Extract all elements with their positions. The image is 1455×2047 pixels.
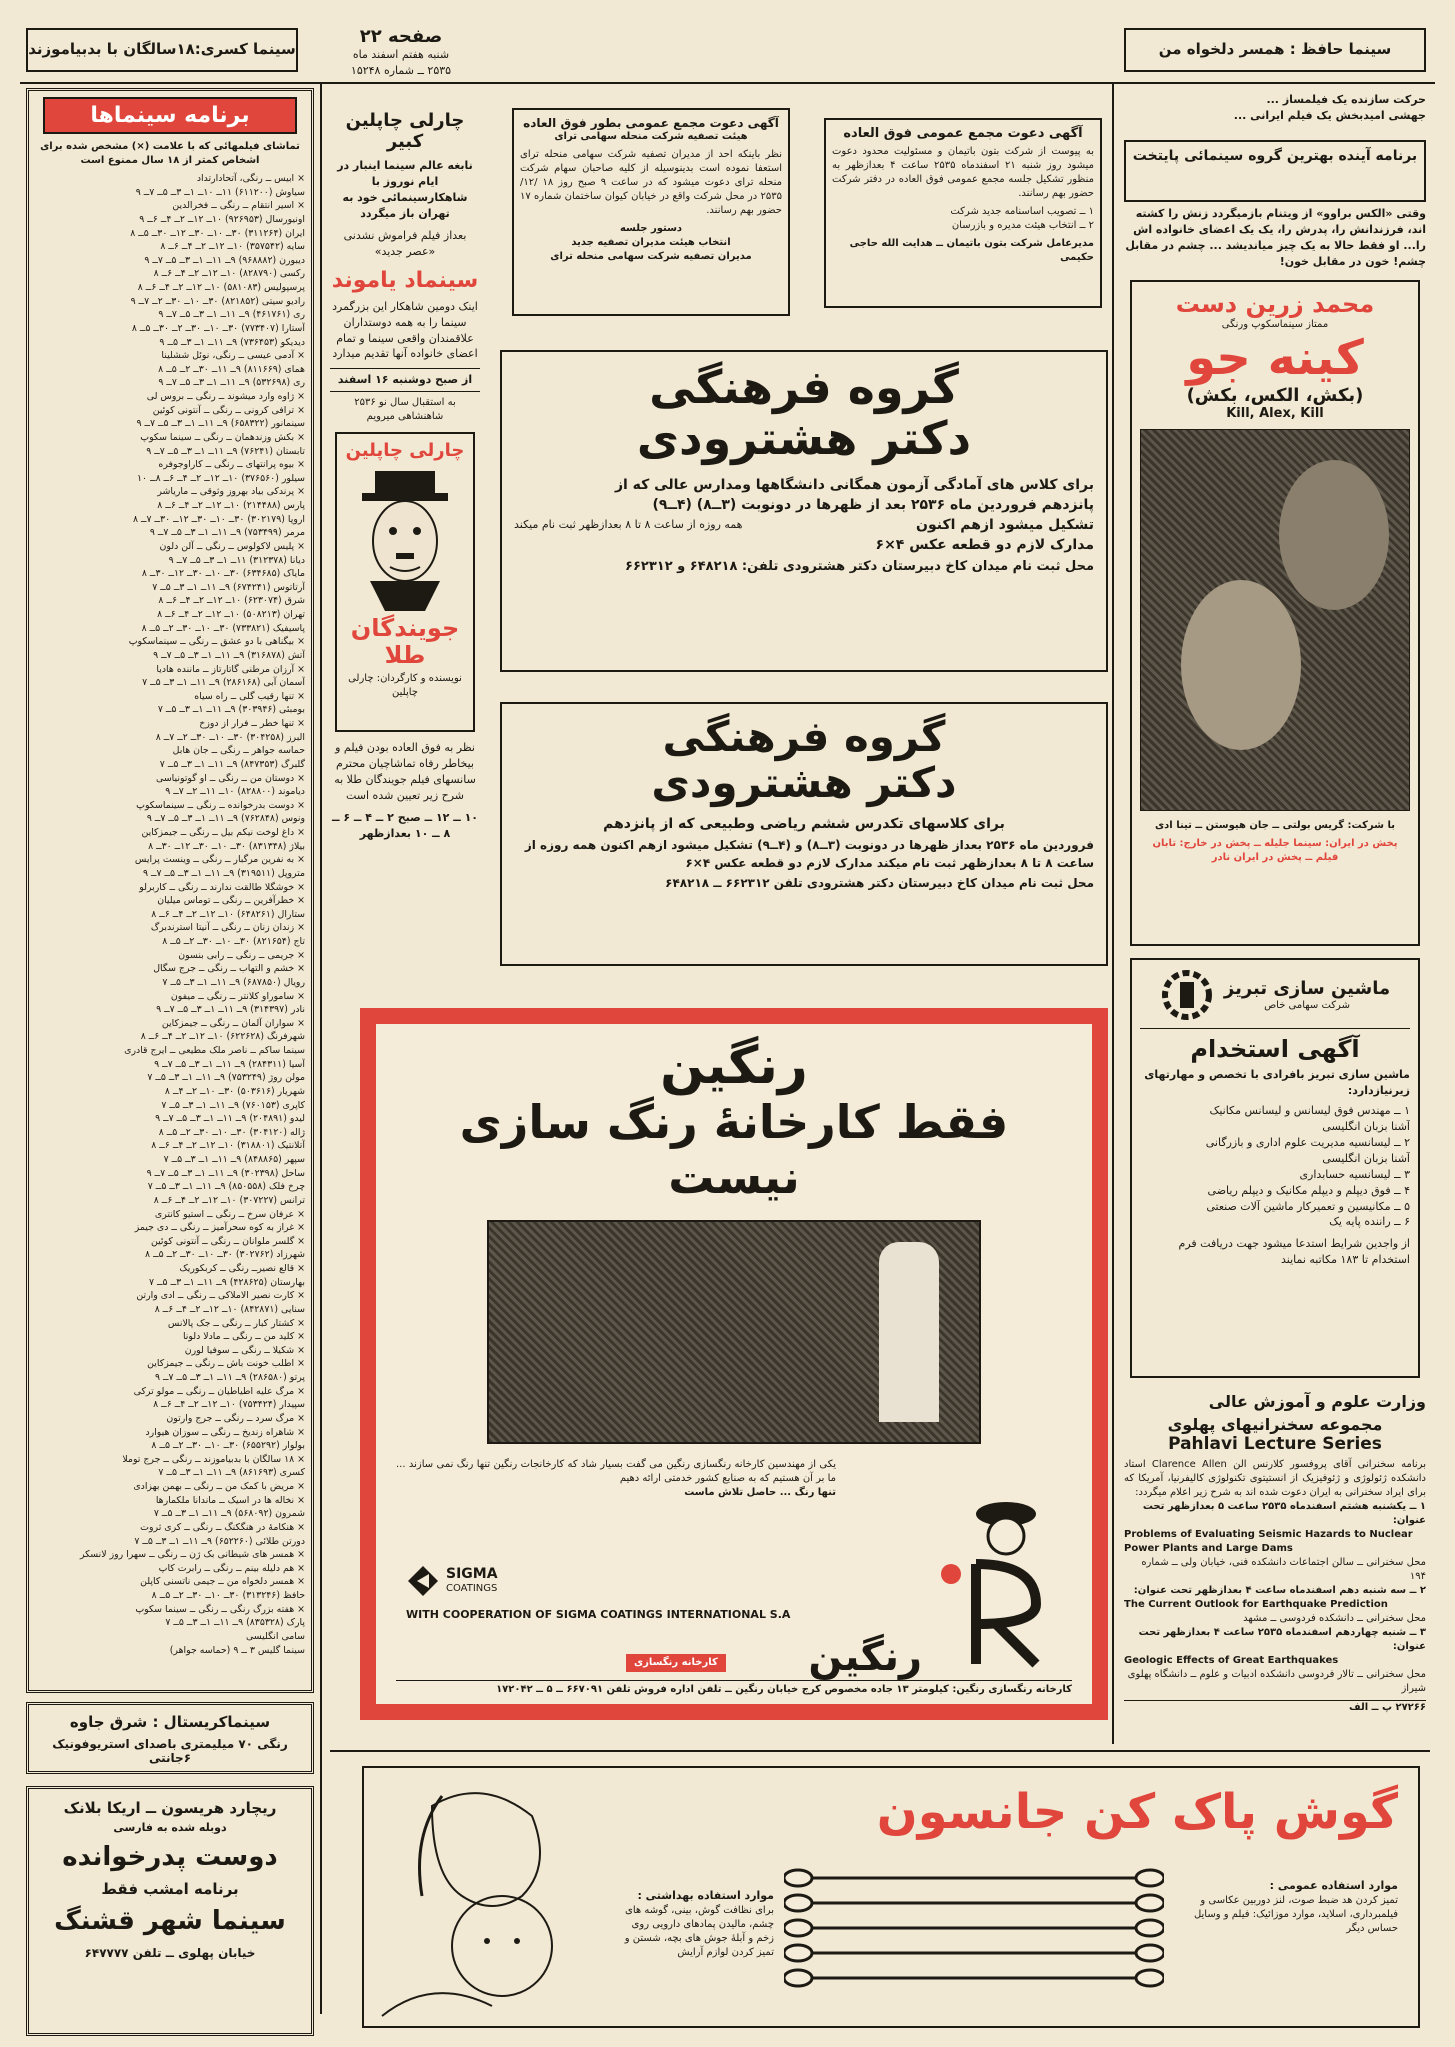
cinema-listing-item: × داغ لوخت نیکم بیل ــ رنگی ــ جیمزکاین xyxy=(141,827,305,838)
cinema-listing-item: × تنها رقیب گلی ــ راه سیاه xyxy=(194,690,305,702)
cinema-listing-item: نادر (۳۱۴۳۹۷) ۹ــ ۱۱ــ ۱ــ ۳ــ ۵ــ ۷ــ ۹ xyxy=(156,1004,305,1016)
poster-film: جویندگان طلا xyxy=(350,614,460,669)
cinema-listing-item: × خوشگلا طالقت ندارند ــ رنگی ــ کاربرلو xyxy=(139,881,305,893)
cinema-listing-item: پاسیفیک (۷۳۳۸۲۱) ۳۰ــ ۱۰ــ ۳۰ــ ۲ــ ۵ــ ۸ xyxy=(141,622,305,634)
cinema-listing-item: سینما گلیس ۳ ــ ۹ (حماسه جواهر) xyxy=(169,1644,305,1656)
notice-beton-title: آگهی دعوت مجمع عمومی فوق العاده xyxy=(843,126,1083,141)
actor-face-1 xyxy=(1279,460,1389,610)
cinema-listing-item: تابستان (۷۶۲۴۱) ۹ــ ۱۱ــ ۱ــ ۳ــ ۵ــ ۷ــ ۹ xyxy=(146,445,305,457)
kinehjoo-photo xyxy=(1140,429,1410,811)
cinema-listing-item: چرخ فلک (۸۵۰۵۵۸) ۹ــ ۱۱ــ ۱ــ ۳ــ ۵ــ ۷ xyxy=(147,1181,305,1193)
employment-footer: از واجدین شرایط استدعا میشود جهت دریافت فرم استخدام تا ۱۸۳ مکاتبه نمایند xyxy=(1178,1237,1410,1267)
cinema-listing-item: بیلاژ (۸۳۱۳۴۸) ۳۰ــ ۱۰ــ ۳۰ــ ۱۲ــ ۳۰ــ ۸ xyxy=(148,840,305,852)
cinema-listing-item: شمرون (۵۶۸۰۹۲) ۹ــ ۱۱ــ ۱ــ ۳ــ ۵ــ ۷ xyxy=(153,1508,305,1520)
cinema-listing-item: × غراز به کوه سحرآمیز ــ رنگی ــ دی جیمز xyxy=(134,1222,305,1234)
godfather-ad-line2: دوبله شده به فارسی xyxy=(113,1821,227,1834)
chaplin-headline: چارلی چاپلین کبیر xyxy=(345,110,465,152)
lecture-code: ۲۷۲۶۶ پ ــ الف xyxy=(1124,1700,1426,1715)
crystal-ad-title: سینماکریستال : شرق جاوه xyxy=(69,1713,271,1731)
lecture-talk3-place: محل سخنرانی ــ تالار فردوسی دانشکده ادبیات و علوم ــ دانشگاه پهلوی شیراز xyxy=(1127,1669,1426,1694)
godfather-ad-line4: برنامه امشب فقط xyxy=(101,1880,239,1898)
cinema-listing-item: × بیوه پرانتهای ــ رنگی ــ کاراوجوفره xyxy=(158,459,305,471)
cinema-listing-item: دیاموند (۸۲۸۸۰۰) ۱۰ــ ۱۱ــ ۲ــ ۷ــ ۹ xyxy=(165,786,305,798)
lecture-talk1-fa: ۱ ــ یکشنبه هشتم اسفندماه ۲۵۳۵ ساعت ۵ بعدازظهر تحت عنوان: xyxy=(1142,1501,1426,1526)
ranguin-logo-sub: کارخانه رنگسازی xyxy=(626,1654,726,1672)
sigma-icon xyxy=(406,1564,440,1598)
class1-line3b: همه روزه از ساعت ۸ تا ۸ بعدازظهر ثبت نام میکند xyxy=(514,518,743,532)
general-title: موارد استفاده عمومی : xyxy=(1269,1879,1398,1892)
hashtroudi-ad-1 xyxy=(500,350,1108,672)
lecture-talk3-fa: ۳ ــ شنبه چهاردهم اسفندماه ۲۵۳۵ ساعت ۴ بعدازظهر تحت عنوان: xyxy=(1138,1627,1426,1652)
worker-figure xyxy=(879,1242,939,1422)
programs-title: برنامه سینماها xyxy=(43,97,297,134)
cinema-listing-item: × مریض با کمک من ــ رنگی ــ بهمن بهزادی xyxy=(133,1481,305,1492)
actor-face-2 xyxy=(1181,580,1301,750)
cinema-listing-item: لیدو (۲۰۴۸۹۱) ۹ــ ۱۱ــ ۱ــ ۳ــ ۵ــ ۷ــ ۹ xyxy=(155,1113,305,1125)
pahlavi-lecture-ad xyxy=(1124,1392,1426,1742)
employment-item: ۴ ــ فوق دیپلم و دیپلم مکانیک و دیپلم ریاضی xyxy=(1207,1183,1410,1197)
notice-tray-title: آگهی دعوت مجمع عمومی بطور فوق العاده xyxy=(523,116,779,130)
cinema-listing-item: × ژاوه وارد میشوند ــ رنگی ــ بروس لی xyxy=(146,391,305,402)
cinema-listing-item: اونیورسال (۹۲۶۹۵۳) ۱۰ــ ۱۲ــ ۲ــ ۴ــ ۶ــ ۹ xyxy=(139,213,305,225)
employment-intro: ماشین سازی تبریز بافرادی با تخصص و مهارتهای زیرنیازدارد: xyxy=(1144,1068,1410,1097)
employment-items xyxy=(1140,1103,1410,1231)
notice-tray-agenda: انتخاب هیئت مدیران تصفیه جدید xyxy=(571,237,731,248)
cinema-listing-item: سامی انگلیسی xyxy=(245,1630,305,1642)
sigma-logo xyxy=(406,1564,498,1598)
cinema-listing-item: × مرگ علیه اطیاطیان ــ رنگی ــ مولو ترکی xyxy=(133,1385,305,1397)
cinema-listing-item: البرز (۳۰۴۲۵۸) ۳۰ــ ۱۰ــ ۳۰ــ ۲ــ ۷ــ ۸ xyxy=(155,731,305,743)
johnson-headline: گوش پاک کن جانسون xyxy=(876,1784,1398,1840)
gear-logo-icon xyxy=(1160,968,1214,1022)
class1-title2: دکتر هشترودی xyxy=(636,410,972,465)
lecture-ministry: وزارت علوم و آموزش عالی xyxy=(1208,1392,1426,1411)
ranguin-address: کارخانه رنگسازی رنگین: کیلومتر ۱۳ جاده مخصوص کرج خیابان رنگین ــ تلفن اداره فروش تلفن ۶۶۷۰۹۱ ــ ۵ ــ ۱۷۲۰۴۲ xyxy=(396,1680,1072,1697)
cinema-listing-item: پارک (۸۳۵۳۲۸) ۹ــ ۱۱ــ ۱ــ ۳ــ ۵ــ ۷ xyxy=(165,1617,305,1629)
cinema-listing-item: × کلید من ــ رنگی ــ مادلا دلونا xyxy=(182,1331,305,1343)
godfather-ad-address: خیابان پهلوی ــ تلفن ۶۴۷۷۷۷ xyxy=(84,1946,256,1960)
hafez-line1: حرکت سازنده یک فیلمساز ... xyxy=(1266,93,1426,106)
ranguin-caption: یکی از مهندسین کارخانه رنگسازی رنگین می گفت بسیار شاد که کارخانجات رنگین تنها رنگ نمی سازند ... ما بر آن هستیم که به صنایع کشور خدمتی ارائه دهیم xyxy=(396,1458,836,1484)
cinema-listing-item: آسیا (۲۸۴۳۱۱) ۹ــ ۱۱ــ ۱ــ ۳ــ ۵ــ ۷ــ ۹ xyxy=(154,1058,305,1070)
cinema-listing-item: × تنها خطر ــ فرار از دوزخ xyxy=(199,718,305,729)
cinema-listing-item: × پرندکی بیاد بهروز وثوقی ــ ماریاشر xyxy=(157,486,305,498)
cinema-listing-item: × بیگناهی با دو عشق ــ رنگی ــ سینماسکوپ xyxy=(128,636,305,648)
hashtroudi-ad-2 xyxy=(500,702,1108,966)
right-banner: سینما حافظ : همسر دلخواه من xyxy=(1124,28,1426,72)
johnson-general xyxy=(1178,1878,1398,1936)
notice-beton-agenda2: ۲ ــ انتخاب هیئت مدیره و بازرسان xyxy=(951,220,1094,231)
class1-line4: مدارک لازم دو قطعه عکس ۴×۶ xyxy=(875,537,1094,554)
cinema-listing-item: × خطرآفرین ــ رنگی ــ توماس میلیان xyxy=(157,895,305,907)
notice-beton-agenda1: ۱ ــ تصویب اساسنامه جدید شرکت xyxy=(950,206,1094,217)
film-title-paren: (بکش، الکس، بکش) xyxy=(1186,384,1364,406)
cinema-listing-item: × جریمی ــ رنگی ــ رابی بنسون xyxy=(178,949,305,961)
cinema-listing-item: سنایی (۸۴۲۸۷۱) ۱۰ــ ۱۲ــ ۲ــ ۴ــ ۶ــ ۸ xyxy=(154,1303,305,1315)
cinema-listing-item: × ابیس ــ رنگی، آتحادارتداد xyxy=(196,173,305,184)
cinema-listing-item: سینمانور (۶۵۸۳۲۲) ۹ــ ۱۱ــ ۱ــ ۳ــ ۵ــ ۷ــ ۹ xyxy=(136,418,305,430)
cinema-listing-item: گلبرگ (۸۴۷۳۵۳) ۹ــ ۱۱ــ ۱ــ ۳ــ ۵ــ ۷ xyxy=(159,758,305,770)
cinema-listing-item: شهریار (۵۰۳۶۱۶) ۳۰ــ ۱۰ــ ۲ــ ۴ــ ۸ xyxy=(164,1085,305,1097)
cinema-listing-item: ستارال (۶۴۸۲۶۱) ۱۰ــ ۱۲ــ ۲ــ ۴ــ ۶ــ ۸ xyxy=(151,908,305,920)
employment-item: ۱ ــ مهندس فوق لیسانس و لیسانس مکانیک xyxy=(1209,1103,1410,1117)
cinema-listing-item: دورتن طلائی (۶۵۲۲۶۰) ۹ــ ۱۱ــ ۱ــ ۳ــ ۵ــ ۷ xyxy=(134,1535,305,1547)
cinema-listing-item: پرتو (۲۸۶۵۸۰) ۹ــ ۱۱ــ ۱ــ ۳ــ ۵ــ ۷ــ ۹ xyxy=(155,1372,305,1383)
cinema-listing-item: × ترافی کرونی ــ رنگی ــ آنتونی کوئین xyxy=(152,404,305,416)
lecture-body: برنامه سخنرانی آقای پروفسور کلارنس الن Clarence Allen استاد دانشکده ژئولوژی و ژئوفیزیک از انستیتوی تکنولوژی کالیفرنیا، آمریکا که برای ایراد سخنرانی به ایران دعوت شده اند به شرح زیر اعلام میگردد: xyxy=(1124,1459,1426,1498)
cinema-listing-item: × کشتار کبار ــ رنگی ــ جک پالانس xyxy=(167,1317,305,1329)
lecture-talk2-place: محل سخنرانی ــ دانشکده فردوسی ــ مشهد xyxy=(1243,1613,1426,1624)
cinema-listing-item: × هم دلیله بینم ــ رنگی ــ رابرت کاپ xyxy=(158,1562,305,1574)
cinema-listing-item: آرتاتوس (۶۷۴۲۴۱) ۹ــ ۱۱ــ ۱ــ ۳ــ ۵ــ ۷ xyxy=(152,581,305,593)
cinema-listing-item: ری (۴۶۱۷۶۱) ۹ــ ۱۱ــ ۱ــ ۳ــ ۵ــ ۷ــ ۹ xyxy=(158,309,305,321)
factory-photo xyxy=(487,1220,981,1444)
date-line: شنبه هفتم اسفند ماه xyxy=(352,48,450,61)
cinema-listing-item: ترانس (۳۰۷۲۲۷) ۱۰ــ ۱۲ــ ۲ــ ۴ــ ۶ــ ۸ xyxy=(153,1194,305,1206)
sigma-cooperation: WITH COOPERATION OF SIGMA COATINGS INTERNATIONAL S.A xyxy=(406,1608,791,1621)
notice-beton-signature: مدیرعامل شرکت بتون باتیمان ــ هدایت الله حاجی حکیمی xyxy=(849,238,1094,263)
cinema-listing-item: × ساموراو کلانتر ــ رنگی ــ میفون xyxy=(170,990,305,1002)
general-text: تمیز کردن هد ضبط صوت، لنز دوربین عکاسی و فیلمبرداری، اسلاید، موارد موزائیک: فیلم و وسایل حساس دیگر xyxy=(1193,1894,1398,1934)
cinema-listing-item: پارس (۲۱۴۴۸۸) ۱۰ــ ۱۲ــ ۲ــ ۴ــ ۶ــ ۸ xyxy=(157,500,305,511)
ranguin-mascot-icon xyxy=(936,1494,1066,1674)
chaplin-poster xyxy=(335,432,475,732)
cinema-listing-item: × شکیلا ــ رنگی ــ سوفیا لورن xyxy=(184,1344,305,1356)
chaplin-text4: نظر به فوق العاده بودن فیلم و بیخاطر رفاه تماشاچیان محترم سانسهای فیلم جویندگان طلا به شرح زیر تعیین شده است xyxy=(334,741,476,803)
cinema-listing-item: × بکش وزندهمان ــ رنگی ــ سینما سکوپ xyxy=(140,431,305,443)
cinema-listing-item: × دوستان من ــ رنگی ــ او گوتونیاسی xyxy=(156,772,305,784)
employment-item: آشنا بزبان انگلیسی xyxy=(1322,1151,1410,1165)
cinema-listing-item: × هفته بزرگ رنگی ــ رنگی ــ سینما سکوپ xyxy=(135,1603,305,1615)
cinema-listing-item: × آدمی عیسی ــ رنگی، نوئل ششلینا xyxy=(161,350,305,362)
ranguin-headline1: رنگین xyxy=(660,1036,808,1096)
hygiene-title: موارد استفاده بهداشتی : xyxy=(637,1889,774,1902)
cinema-listing-item: سیاوش (۶۱۱۲۰۰) ۱۱ــ ۱۰ــ ۱ــ ۳ــ ۵ــ ۷ــ ۹ xyxy=(135,186,305,198)
cinema-listing-item: حافظ (۳۱۳۲۴۶) ۳۰ــ ۱۰ــ ۳۰ــ ۲ــ ۵ــ ۸ xyxy=(151,1590,305,1601)
cinema-listing-item: سیلور (۳۷۶۵۶۰) ۱۰ــ ۱۲ــ ۲ــ ۴ــ ۶ــ ۸ــ ۱۰ xyxy=(137,472,305,484)
godfather-ad-title: دوست پدرخوانده xyxy=(62,1842,278,1872)
cinema-listing-item: سپهر (۸۴۸۸۶۵) ۹ــ ۱۱ــ ۱ــ ۳ــ ۵ــ ۷ xyxy=(163,1154,305,1165)
notice-tray-signature: مدیران تصفیه شرکت سهامی منحله ترای xyxy=(550,251,752,262)
cinema-listing-item: دیانا (۳۱۲۳۷۸) ۱۱ــ ۱ــ ۳ــ ۵ــ ۷ــ ۹ xyxy=(168,554,305,566)
cinema-listing-item: دیدیکو (۷۳۶۴۵۳) ۹ــ ۱۱ــ ۱ــ ۳ــ ۵ــ ۹ xyxy=(159,336,305,348)
mother-baby-illustration xyxy=(372,1776,622,2020)
class1-line3: تشکیل میشود ازهم اکنون xyxy=(916,517,1094,534)
notice-beton-body: به پیوست از شرکت بتون باتیمان و مسئولیت محدود دعوت میشود روز شنبه ۲۱ اسفندماه ۲۵۳۵ ساعت ۴ بعدازظهر به منظور تشکیل جلسه مجمع عمومی فوق العاده در دفتر شرکت حضور بهم رسانند. xyxy=(832,146,1094,199)
chaplin-date: از صبح دوشنبه ۱۶ اسفند xyxy=(330,368,480,392)
cinema-listing-item: پرسپولیس (۵۸۱۰۸۳) ۱۰ــ ۱۲ــ ۲ــ ۴ــ ۶ــ ۸ xyxy=(137,282,305,293)
employment-item: آشنا بزبان انگلیسی xyxy=(1322,1119,1410,1133)
employment-item: ۵ ــ مکانیسین و تعمیرکار ماشین آلات صنعتی xyxy=(1206,1199,1410,1213)
cinema-listing-item: ایران (۳۱۱۲۶۴) ۳۰ــ ۱۰ــ ۳۰ــ ۱۲ــ ۳۰ــ ۵ــ ۸ xyxy=(130,227,305,239)
chaplin-text3: اینک دومین شاهکار این بزرگمرد سینما را به همه دوستداران علاقمندان واقعی سینما و تمام اعضای خانواده آنها تقدیم میدارد xyxy=(332,299,478,361)
ranguin-ad xyxy=(360,1008,1108,1720)
sigma-sub: COATINGS xyxy=(446,1583,498,1594)
employment-item: ۶ ــ راننده پایه یک xyxy=(1329,1215,1410,1229)
cinema-listing-item: × دوست بدرخوانده ــ رنگی ــ سینماسکوپ xyxy=(136,799,305,811)
hafez-taglines xyxy=(1124,92,1426,132)
chaplin-text2: بعداز فیلم فراموش نشدنی «عصر جدید» xyxy=(343,228,467,258)
cinema-listing-item: رویال (۶۸۷۸۵۰) ۹ــ ۱۱ــ ۱ــ ۳ــ ۵ــ ۷ xyxy=(162,976,305,988)
cinema-listing-item: × ۱۸ سالگان با بدبیاموزند ــ رنگی ــ جرج توملا xyxy=(122,1453,305,1465)
cinema-listing-item: تهران (۵۰۸۲۱۳) ۱۰ــ ۱۲ــ ۲ــ ۴ــ ۶ــ ۸ xyxy=(157,609,305,620)
chaplin-subtext: به استقبال سال نو ۲۵۳۶ شاهنشاهی میرویم xyxy=(354,397,456,423)
crystal-ad-sub: رنگی ۷۰ میلیمتری باصدای استریوفونیک ۶جانتی xyxy=(52,1737,288,1765)
cinema-listing-item: × همسر دلخواه من ــ جیمی ناتسنی کاپلن xyxy=(140,1576,305,1588)
employment-title: آگهی استخدام xyxy=(1190,1035,1360,1063)
cinema-listing-item: × پلیس لاکولوس ــ رنگی ــ آلن دلون xyxy=(159,540,305,552)
cinema-listing-item: بومبئی (۳۰۳۹۴۶) ۹ــ ۱۱ــ ۱ــ ۳ــ ۵ــ ۷ xyxy=(157,704,305,716)
lecture-series-fa: مجموعه سخنرانیهای پهلوی xyxy=(1167,1415,1383,1434)
hafez-program-title: برنامه آینده بهترین گروه سینمائی پایتخت xyxy=(1124,140,1426,202)
cinema-listing-item: × اطلب خونت باش ــ رنگی ــ جیمزکاین xyxy=(147,1358,305,1370)
cinema-listing-item: × مرگ سرد ــ رنگی ــ جرج وارتون xyxy=(166,1412,305,1424)
company-name: ماشین سازی تبریز xyxy=(1223,977,1391,999)
cinema-listing-item: مرمر (۷۵۳۴۹۹) ۹ــ ۱۱ــ ۱ــ ۳ــ ۵ــ ۷ــ ۹ xyxy=(149,527,305,539)
class2-line4: محل ثبت نام میدان کاخ دبیرستان دکتر هشترودی تلفن ۶۶۲۳۱۲ ــ ۶۴۸۲۱۸ xyxy=(665,876,1094,891)
cinema-listing-item: × گلسر ملوانان ــ رنگی ــ آنتونی کوئین xyxy=(150,1235,305,1247)
notice-betonbatiman xyxy=(824,118,1102,308)
notice-tray-subtitle: هیئت تصفیه شرکت منحله سهامی ترای xyxy=(554,131,748,142)
lecture-talk1-en: Problems of Evaluating Seismic Hazards to Nuclear Power Plants and Large Dams xyxy=(1124,1529,1413,1554)
cinema-listing-item: × شاهراه زندیخ ــ رنگی ــ سوزان هیوارد xyxy=(145,1426,305,1438)
film-subtitle: ممتاز سینماسکوپ ورنگی xyxy=(1221,319,1329,330)
issue-line: ۲۵۳۵ ــ شماره ۱۵۲۴۸ xyxy=(350,63,452,77)
ranguin-caption2: تنها رنگ ... حاصل تلاش ماست xyxy=(684,1486,836,1498)
johnson-hygiene xyxy=(624,1888,774,1960)
class1-title1: گروه فرهنگی xyxy=(649,360,959,414)
cinema-listing-item: همای (۸۱۱۶۶۹) ۹ــ ۱۱ــ ۳۰ــ ۲ــ ۵ــ ۸ xyxy=(158,363,305,375)
cinema-listing-item: × زندان زنان ــ رنگی ــ آنیتا استرندبرگ xyxy=(150,922,305,934)
chaplin-ad xyxy=(330,110,480,965)
cinema-listing-item: کاپری (۷۶۰۱۵۳) ۹ــ ۱۱ــ ۱ــ ۳ــ ۵ــ ۷ xyxy=(161,1099,305,1111)
poster-title: چارلی چاپلین xyxy=(345,440,465,462)
class1-line2: پانزدهم فروردین ماه ۲۵۳۶ بعد از ظهرها در دونوبت (۳ــ۸) (۴ــ۹) xyxy=(652,497,1094,514)
cinema-listing-item: تاج (۸۲۱۶۵۴) ۳۰ــ ۱۰ــ ۳۰ــ ۲ــ ۵ــ ۸ xyxy=(162,936,305,947)
cinema-listing-item: آتش (۳۱۶۸۷۸) ۹ــ ۱۱ــ ۱ــ ۳ــ ۵ــ ۷ــ ۹ xyxy=(153,649,305,661)
hafez-line2: جهشی امیدبخش یک فیلم ایرانی ... xyxy=(1233,108,1426,122)
film-title: کینه جو xyxy=(1186,330,1364,386)
lecture-talk2-en: The Current Outlook for Earthquake Prediction xyxy=(1124,1599,1388,1610)
cinema-listing-item: اروپا (۳۰۲۱۷۹) ۳۰ــ ۱۰ــ ۳۰ــ ۱۲ــ ۳۰ــ ۷ــ ۸ xyxy=(132,513,305,525)
cinema-listing-item: رکسی (۸۲۸۷۹۰) ۱۰ــ ۱۲ــ ۲ــ ۴ــ ۶ــ ۸ xyxy=(153,268,305,280)
class2-line1: برای کلاسهای تکدرس ششم ریاضی وطبیعی که از پانزدهم xyxy=(603,816,1005,833)
cinema-listing-item: ژاله (۳۰۴۱۲۰) ۳۰ــ ۱۰ــ ۳۰ــ ۲ــ ۵ــ ۸ xyxy=(158,1126,305,1138)
cinema-listing-item: حماسه جواهر ــ رنگی ــ جان هابل xyxy=(172,745,305,757)
cinema-listing-item: دیبورن (۹۶۸۸۸۲) ۹ــ ۱۱ــ ۱ــ ۳ــ ۵ــ ۷ــ ۹ xyxy=(144,254,305,266)
cinema-listing-item: شهرفرنگ (۶۲۲۶۲۸) ۱۰ــ ۱۲ــ ۲ــ ۴ــ ۶ــ ۸ xyxy=(140,1031,305,1043)
godfather-ad-cinema: سینما شهر قشنگ xyxy=(54,1906,286,1936)
page-header xyxy=(326,26,476,79)
cinema-listing-item: × هنکامهٔ در هنگکنگ ــ رنگی ــ کری ثروت xyxy=(140,1521,305,1533)
cinema-listing-item: بهارستان (۴۲۸۶۲۵) ۹ــ ۱۱ــ ۱ــ ۳ــ ۵ــ ۷ xyxy=(149,1276,305,1288)
employment-item: ۲ ــ لیسانسیه مدیریت علوم اداری و بازرگانی xyxy=(1205,1135,1410,1149)
cinema-listing-item: × عرفان سرخ ــ رنگی ــ استیو کانتری xyxy=(154,1208,305,1220)
employment-item: ۳ ــ لیسانسیه حسابداری xyxy=(1299,1167,1410,1181)
cinema-listing-item: × قالع نصیرــ رنگی ــ کربکوریک xyxy=(179,1263,305,1274)
kinehjoo-poster xyxy=(1130,280,1420,946)
cinema-listing-item: رادیو سیتی (۸۲۱۸۵۲) ۳۰ــ ۱۰ــ ۳۰ــ ۲ــ ۷ــ ۹ xyxy=(130,295,305,307)
lecture-talk1-place: محل سخنرانی ــ سالن اجتماعات دانشکده فنی، خیابان ولی ــ شماره ۱۹۴ xyxy=(1141,1557,1426,1582)
cinema-listing-item: متروپل (۳۱۹۵۱۱) ۹ــ ۱۱ــ ۱ــ ۳ــ ۵ــ ۷ــ ۹ xyxy=(142,867,305,879)
cinema-listing-item: ری (۵۳۲۶۹۸) ۹ــ ۱۱ــ ۱ــ ۳ــ ۵ــ ۷ــ ۹ xyxy=(158,377,305,389)
hafez-quote: وقتی «الکس براوو» از ویتنام بازمیگردد زنش را کشته اند، فرزندانش را، پدرش را، یک یک اعضای خانواده اش را... او فقط حالا به یک چیز میاندیشد ... چشم در مقابل چشم! خون در مقابل خون! xyxy=(1125,207,1426,268)
film-title-en: Kill, Alex, Kill xyxy=(1226,405,1324,421)
notice-tray-body: نظر باینکه احد از مدیران تصفیه شرکت سهامی منحله ترای استعفا نموده است بدینوسیله از کلیه صاحبان سهام شرکت منحله ترای دعوت میشود که در ساعت ۹ صبح روز ۱۸ /۱۲/ ۲۵۳۵ در محل شرکت واقع در خیابان کیوان ساختمان شماره ۱۷ حضور بهم رسانند. xyxy=(520,149,782,216)
cinema-listing-item: × خشم و التهاب ــ رنگی ــ جرج سگال xyxy=(153,963,305,975)
class2-title2: دکتر هشترودی xyxy=(651,758,957,808)
cinema-listing-item: مولن روژ (۷۵۳۲۴۹) ۹ــ ۱۱ــ ۱ــ ۳ــ ۵ــ ۷ xyxy=(147,1072,305,1084)
johnson-ad xyxy=(362,1766,1420,2028)
cinema-listing-item: × همسر های شیطانی بک ژن ــ رنگی ــ سهرا روز لانسکر xyxy=(79,1549,305,1561)
cinema-listing-item: ونوس (۷۶۲۸۴۸) ۹ــ ۱۱ــ ۱ــ ۳ــ ۵ــ ۷ــ ۹ xyxy=(146,813,305,825)
ranguin-headline2: فقط کارخانهٔ رنگ سازی نیست xyxy=(459,1095,1009,1205)
cinema-listings xyxy=(35,172,305,1657)
film-maker: محمد زرین دست xyxy=(1175,290,1375,318)
class2-title1: گروه فرهنگی xyxy=(662,712,946,761)
chaplin-cinema-name: سینماد یاموند xyxy=(331,267,479,293)
cinema-listing-item: × کارت نصیر الاملاکی ــ رنگی ــ ادی وارتن xyxy=(136,1290,305,1302)
cotton-swabs-icon xyxy=(784,1858,1164,2008)
notice-tray-agenda-title: دستور جلسه xyxy=(619,223,683,234)
class2-line3: ساعت ۸ تا ۸ بعدازظهر ثبت نام میکند مدارک لازم دو قطعه عکس ۴×۶ xyxy=(685,856,1094,871)
cinema-listing-item: × به نفرین مرگبار ــ رنگی ــ وینست پرایس xyxy=(134,854,305,866)
cinema-listing-item: مایاک (۶۳۴۶۸۵) ۳۰ــ ۱۰ــ ۳۰ــ ۱۲ــ ۳۰ــ ۸ xyxy=(141,568,305,580)
class2-line2: فروردین ماه ۲۵۳۶ بعداز ظهرها در دونوبت (۳ــ۸) و (۴ــ۹) تشکیل میشود ازهم اکنون همه روزه از xyxy=(524,838,1094,853)
cinema-listing-item: آستارا (۷۷۳۴۰۷) ۳۰ــ ۱۰ــ ۳۰ــ ۲ــ ۳۰ــ ۵ــ ۸ xyxy=(131,322,305,334)
sigma-name: SIGMA xyxy=(446,1566,498,1582)
cinema-listing-item: شرق (۶۲۳۰۷۴) ۱۰ــ ۱۲ــ ۲ــ ۴ــ ۶ــ ۸ xyxy=(158,595,305,607)
cinema-listing-item: کسری (۸۶۱۶۹۳) ۹ــ ۱۱ــ ۱ــ ۳ــ ۵ــ ۷ xyxy=(158,1467,305,1479)
poster-credit: نویسنده و کارگردان: چارلی چاپلین xyxy=(348,673,462,699)
film-footer: پخش در ایران: سینما جلیله ــ پخش در خارج: تابان فیلم ــ پخش در ایران نادر xyxy=(1152,837,1398,863)
chaplin-text1: نابغه عالم سینما اینبار در ایام نوروز با شاهکارسینمائی خود به تهران باز میگردد xyxy=(337,159,473,220)
cinema-listing-item: بولوار (۶۵۵۲۹۲) ۳۰ــ ۱۰ــ ۳۰ــ ۲ــ ۵ــ ۸ xyxy=(151,1440,305,1452)
class1-line5: محل ثبت نام میدان کاخ دبیرستان دکتر هشترودی تلفن: ۶۴۸۲۱۸ و ۶۶۲۳۱۲ xyxy=(625,559,1094,575)
lecture-series-en: Pahlavi Lecture Series xyxy=(1168,1434,1382,1454)
cinema-programs-box xyxy=(26,88,314,1693)
chaplin-face-icon xyxy=(350,461,460,611)
programs-note: تماشای فیلمهائی که با علامت (×) مشخص شده برای اشخاص کمتر از ۱۸ سال ممنوع است xyxy=(40,141,300,166)
cinema-listing-item: ساحل (۳۰۲۳۹۸) ۹ــ ۱۱ــ ۱ــ ۳ــ ۵ــ ۷ــ ۹ xyxy=(146,1167,305,1179)
cinema-listing-item: × سواران آلمان ــ رنگی ــ جیمزکاین xyxy=(161,1017,305,1029)
page-number: صفحه ۲۲ xyxy=(359,26,443,47)
lecture-talk2-fa: ۲ ــ سه شنبه دهم اسفندماه ساعت ۴ بعدازظهر تحت عنوان: xyxy=(1133,1585,1426,1596)
cinema-listing-item: سینما ساکم ــ ناصر ملک مطیعی ــ ایرج قادری xyxy=(124,1045,305,1056)
hygiene-text: برای نظافت گوش، بینی، گوشه های چشم، مالیدن پمادهای دارویی روی زخم و آبلهٔ جوش های بچه، شستن و تمیز کردن لوازم آرایش xyxy=(624,1904,774,1958)
class1-line1: برای کلاس های آمادگی آزمون همگانی دانشگاهها ومدارس عالی که از xyxy=(614,477,1094,494)
left-banner: سینما کسری:۱۸سالگان با بدبیاموزند xyxy=(26,28,298,72)
ranguin-logo-text: رنگین xyxy=(808,1634,922,1680)
film-cast: با شرکت: گریس بولتی ــ جان هیوستن ــ تینا ادی xyxy=(1155,819,1395,831)
godfather-friend-ad xyxy=(26,1786,314,2036)
tabriz-employment-ad xyxy=(1130,958,1420,1378)
cinema-listing-item: سایه (۳۵۷۵۴۲) ۱۰ــ ۱۲ــ ۲ــ ۴ــ ۶ــ ۸ xyxy=(160,241,305,253)
chaplin-shows: ۱۰ ــ ۱۲ ــ صبح ۲ ــ ۴ ــ ۶ ــ ۸ ــ ۱۰ بعدازظهر xyxy=(331,811,478,840)
company-sub: شرکت سهامی خاص xyxy=(1264,999,1350,1011)
godfather-ad-line1: ریچارد هریسون ــ اریکا بلانک xyxy=(63,1799,277,1817)
cinema-listing-item: شهرزاد (۳۰۲۷۶۲) ۳۰ــ ۱۰ــ ۳۰ــ ۲ــ ۵ــ ۸ xyxy=(145,1249,305,1261)
cinema-listing-item: × آرزان مرطنی گاتارتاز ــ ماننده هادیا xyxy=(156,663,305,675)
lecture-talk3-en: Geologic Effects of Great Earthquakes xyxy=(1124,1655,1339,1666)
notice-tray xyxy=(512,108,790,316)
cinema-listing-item: آسمان آبی (۲۸۶۱۶۸) ۹ــ ۱۱ــ ۱ــ ۳ــ ۵ــ ۷ xyxy=(142,677,305,689)
crystal-ad xyxy=(26,1702,314,1774)
cinema-listing-item: آتلانتیک (۳۱۸۸۰۱) ۱۰ــ ۱۲ــ ۲ــ ۴ــ ۶ــ ۸ xyxy=(151,1140,305,1152)
cinema-listing-item: × اسیر انتقام ــ رنگی ــ فخرالدین xyxy=(172,200,305,212)
cinema-listing-item: سپیدار (۷۵۳۴۲۴) ۱۰ــ ۱۲ــ ۲ــ ۴ــ ۶ــ ۸ xyxy=(153,1399,305,1411)
cinema-listing-item: × نخاله ها در اسیک ــ ماندانا ملکمارها xyxy=(155,1494,305,1506)
